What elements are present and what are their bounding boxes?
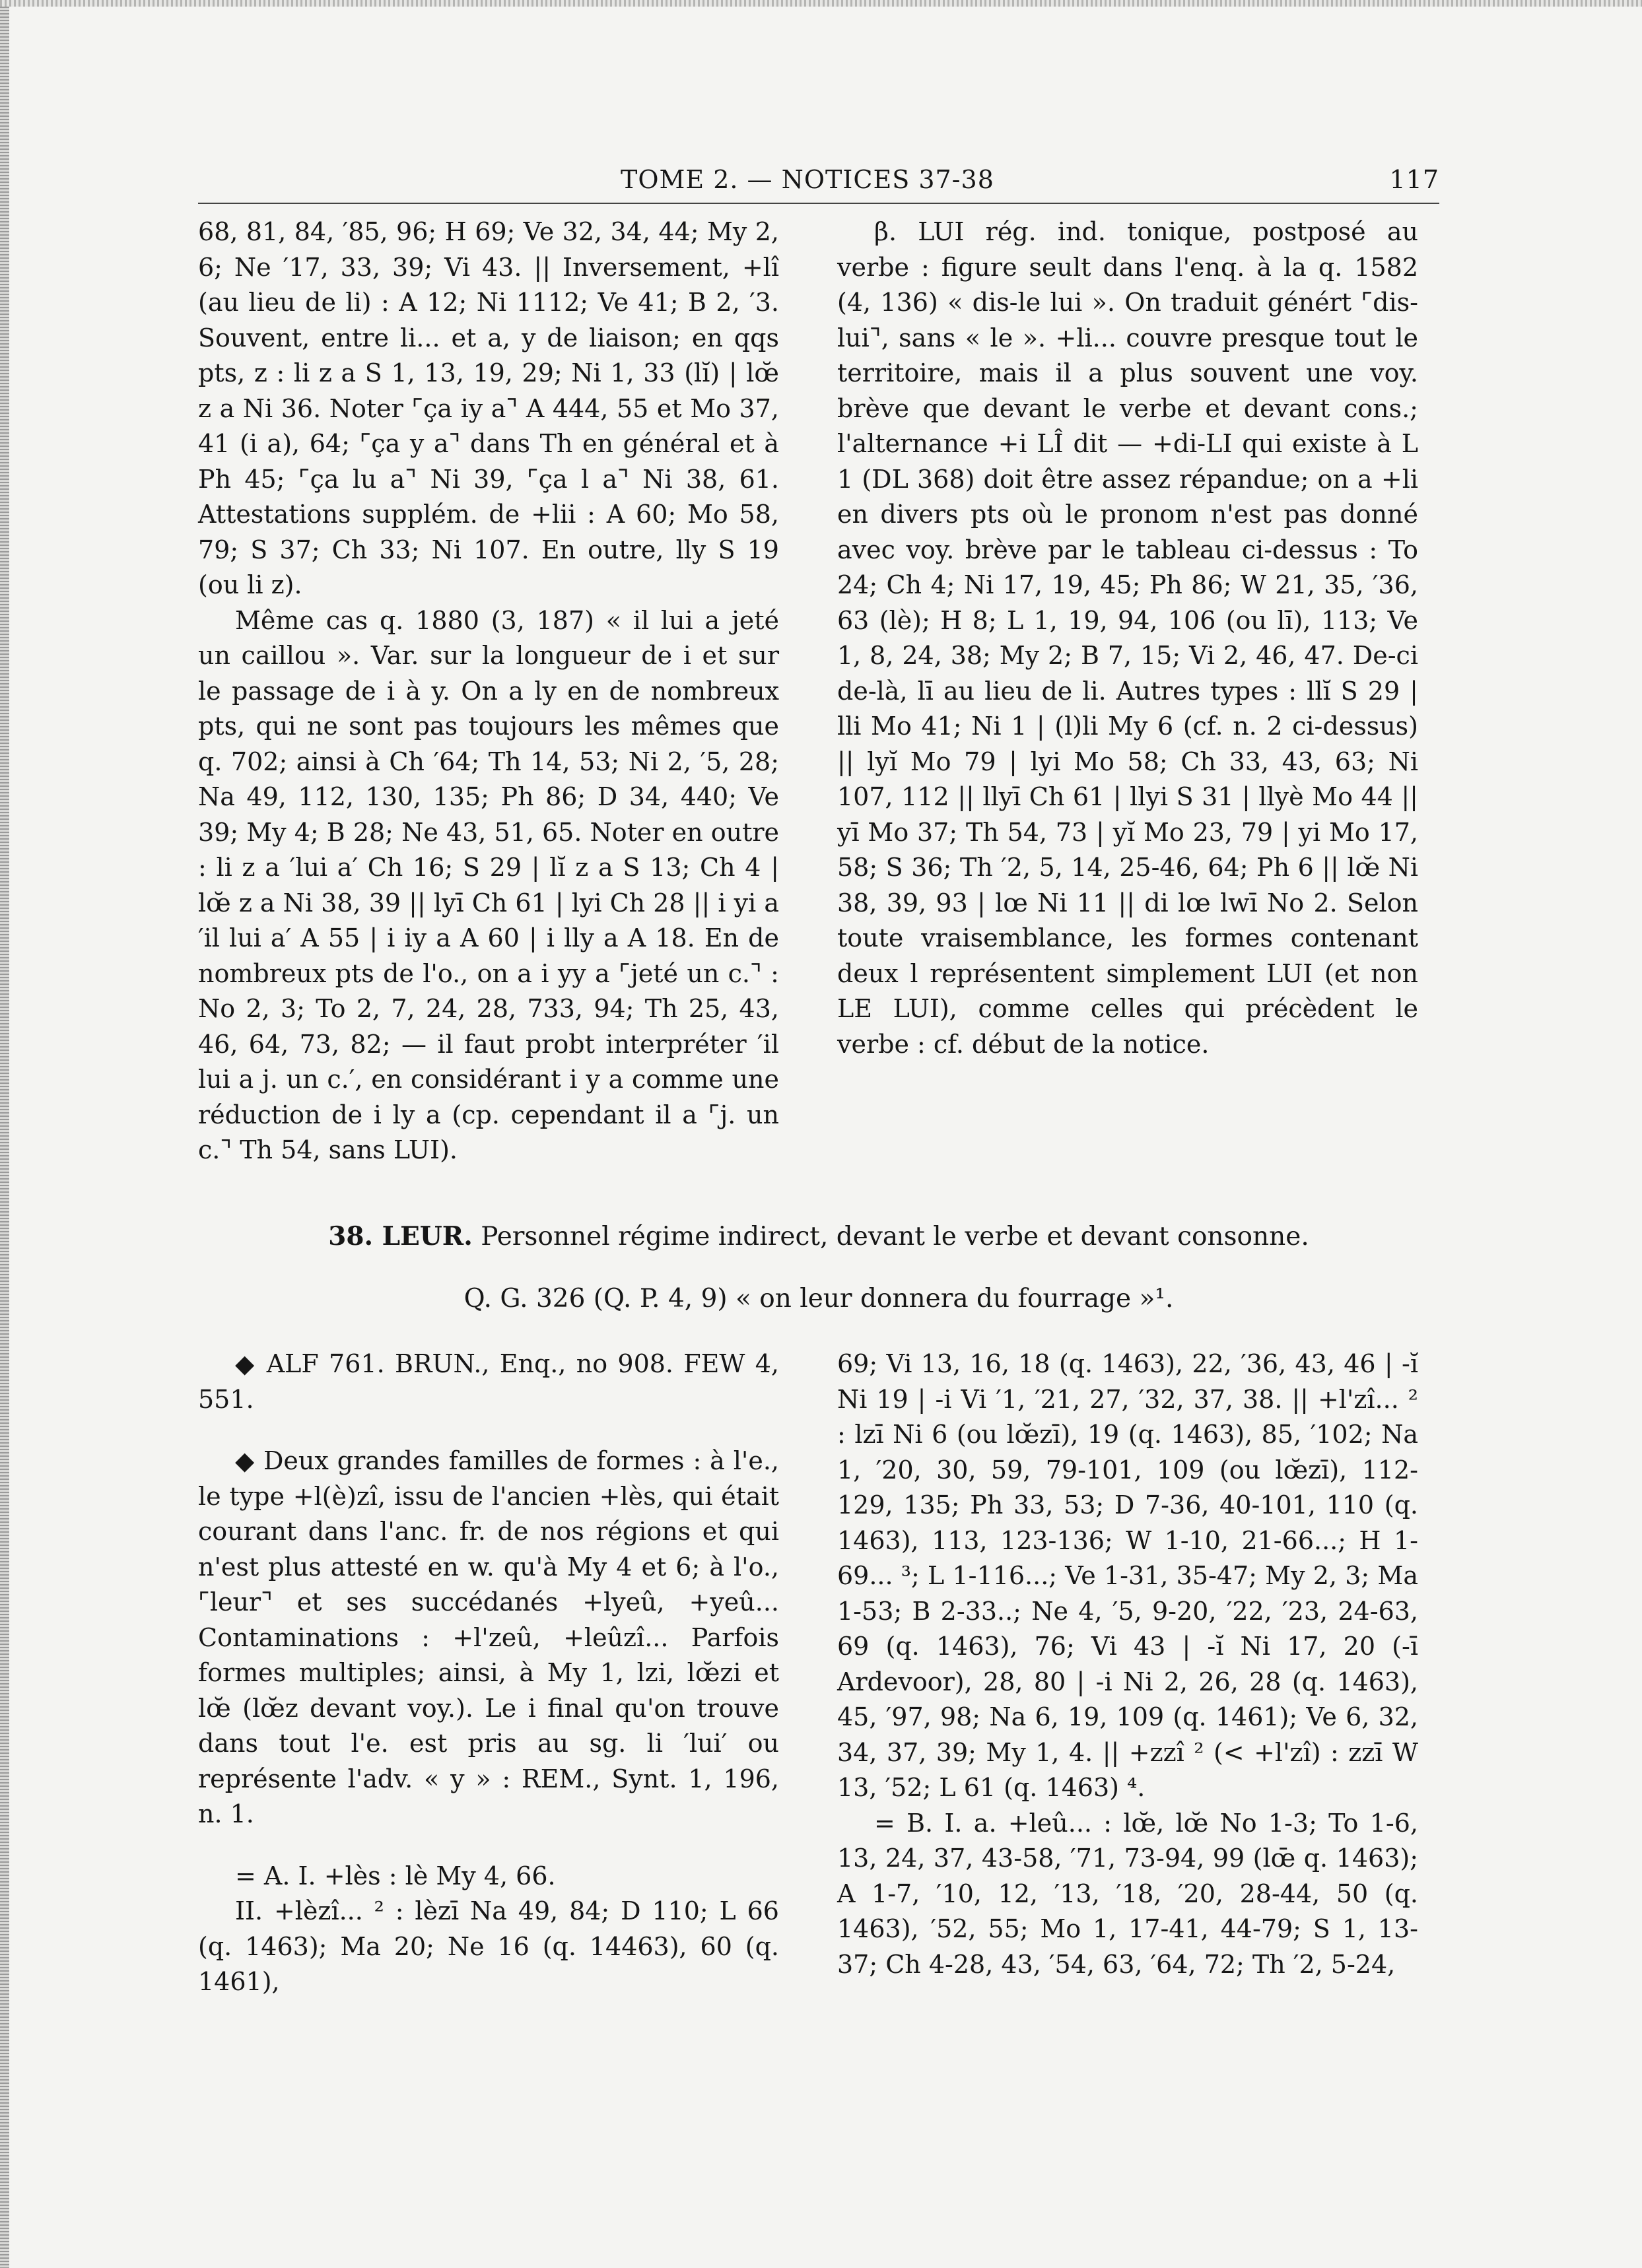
- right-column-notice-37: [837, 215, 1418, 1062]
- paragraph: 68, 81, 84, ′85, 96; H 69; Ve 32, 34, 44; My 2, 6; Ne ′17, 33, 39; Vi 43. || Inversement, +lî (au lieu de li) : A 12; Ni 1112; Ve 41; B 2, ′3. Souvent, entre li... et a, y de liaison; en qqs pts, z : li z a S 1, 13, 19, 29; Ni 1, 33 (lĭ) | lœ̆ z a Ni 36. Noter ⌜ça iy a⌝ A 444, 55 et Mo 37, 41 (i a), 64; ⌜ça y a⌝ dans Th en général et à Ph 45; ⌜ça lu a⌝ Ni 39, ⌜ça l a⌝ Ni 38, 61. Attestations supplém. de +lii : A 60; Mo 58, 79; S 37; Ch 33; Ni 107. En outre, lly S 19 (ou li z).: [198, 217, 779, 599]
- running-title: TOME 2. — NOTICES 37-38: [621, 165, 994, 194]
- notice-heading: [198, 1221, 1439, 1251]
- paragraph: Même cas q. 1880 (3, 187) « il lui a jeté un caillou ». Var. sur la longueur de i et sur le passage de i à y. On a ly en de nombreux pts, qui ne sont pas toujours les mêmes que q. 702; ainsi à Ch ′64; Th 14, 53; Ni 2, ′5, 28; Na 49, 112, 130, 135; Ph 86; D 34, 440; Ve 39; My 4; B 28; Ne 43, 51, 65. Noter en outre : li z a ′lui a′ Ch 16; S 29 | lĭ z a S 13; Ch 4 | lœ̆ z a Ni 38, 39 || lyī Ch 61 | lyi Ch 28 || i yi a ′il lui a′ A 55 | i iy a A 60 | i lly a A 18. En de nombreux pts de l'o., on a i yy a ⌜jeté un c.⌝ : No 2, 3; To 2, 7, 24, 28, 733, 94; Th 25, 43, 46, 64, 73, 82; — il faut probt interpréter ′il lui a j. un c.′, en considérant i y a comme une réduction de i ly a (cp. cependant il a ⌜j. un c.⌝ Th 54, sans LUI).: [198, 605, 779, 1164]
- page-number: 117: [1389, 165, 1439, 194]
- paragraph: = A. I. +lès : lè My 4, 66.: [235, 1861, 556, 1890]
- paragraph: ◆ ALF 761. BRUN., Enq., no 908. FEW 4, 551.: [198, 1349, 779, 1414]
- notice-question: Q. G. 326 (Q. P. 4, 9) « on leur donnera du fourrage »¹.: [463, 1284, 1174, 1314]
- notice-number: 38. LEUR.: [328, 1221, 473, 1251]
- paragraph: 69; Vi 13, 16, 18 (q. 1463), 22, ′36, 43, 46 | -ĭ Ni 19 | -i Vi ′1, ′21, 27, ′32, 37, 38. || +l'zî... ² : lzī Ni 6 (ou lœ̆zī), 19 (q. 1463), 85, ′102; Na 1, ′20, 30, 59, 79-101, 109 (ou lœ̆zī), 112-129, 135; Ph 33, 53; D 7-36, 40-101, 110 (q. 1463), 113, 123-136; W 1-10, 21-66...; H 1-69... ³; L 1-116...; Ve 1-31, 35-47; My 2, 3; Ma 1-53; B 2-33..; Ne 4, ′5, 9-20, ′22, ′23, 24-63, 69 (q. 1463), 76; Vi 43 | -ĭ Ni 17, 20 (-ī Ardevoor), 28, 80 | -i Ni 2, 26, 28 (q. 1463), 45, ′97, 98; Na 6, 19, 109 (q. 1461); Ve 6, 32, 34, 37, 39; My 1, 4. || +zzî ² (< +l'zî) : zzī W 13, ′52; L 61 (q. 1463) ⁴.: [837, 1349, 1418, 1802]
- left-column-notice-38: [198, 1347, 779, 2000]
- notice-title: Personnel régime indirect, devant le verbe et devant consonne.: [481, 1222, 1309, 1251]
- paragraph: ◆ Deux grandes familles de formes : à l'e., le type +l(è)zî, issu de l'ancien +lès, qui était courant dans l'anc. fr. de nos régions et qui n'est plus attesté en w. qu'à My 4 et 6; à l'o., ⌜leur⌝ et ses succédanés +lyeû, +yeû... Contaminations : +l'zeû, +leûzî... Parfois formes multiples; ainsi, à My 1, lzi, lœ̆zi et lœ̆ (lœ̆z devant voy.). Le i final qu'on trouve dans tout l'e. est pris au sg. li ′lui′ ou représente l'adv. « y » : REM., Synt. 1, 196, n. 1.: [198, 1446, 779, 1828]
- running-head: [198, 162, 1439, 201]
- paragraph: II. +lèzî... ² : lèzī Na 49, 84; D 110; L 66 (q. 1463); Ma 20; Ne 16 (q. 14463), 60 (q. 1461),: [198, 1896, 779, 1996]
- paragraph: = B. I. a. +leû... : lœ̆, lœ̆ No 1-3; To 1-6, 13, 24, 37, 43-58, ′71, 73-94, 99 (lœ̄ q. 1463); A 1-7, ′10, 12, ′13, ′18, ′20, 28-44, 50 (q. 1463), ′52, 55; Mo 1, 17-41, 44-79; S 1, 13-37; Ch 4-28, 43, ′54, 63, ′64, 72; Th ′2, 5-24,: [837, 1808, 1418, 1979]
- left-column-notice-37: [198, 215, 779, 1168]
- paragraph: β. LUI rég. ind. tonique, postposé au verbe : figure seult dans l'enq. à la q. 1582 (4, 136) « dis-le lui ». On traduit génért ⌜dis-lui⌝, sans « le ». +li... couvre presque tout le territoire, mais il a plus souvent une voy. brève que devant le verbe et devant cons.; l'alternance +i LÎ dit — +di-LI qui existe à L 1 (DL 368) doit être assez répandue; on a +li en divers pts où le pronom n'est pas donné avec voy. brève par le tableau ci-dessus : To 24; Ch 4; Ni 17, 19, 45; Ph 86; W 21, 35, ′36, 63 (lè); H 8; L 1, 19, 94, 106 (ou lī), 113; Ve 1, 8, 24, 38; My 2; B 7, 15; Vi 2, 46, 47. De-ci de-là, lī au lieu de li. Autres types : llĭ S 29 | lli Mo 41; Ni 1 | (l)li My 6 (cf. n. 2 ci-dessus) || lyĭ Mo 79 | lyi Mo 58; Ch 33, 43, 63; Ni 107, 112 || llyī Ch 61 | llyi S 31 | llyè Mo 44 || yī Mo 37; Th 54, 73 | yĭ Mo 23, 79 | yi Mo 17, 58; S 36; Th ′2, 5, 14, 25-46, 64; Ph 6 || lœ̆ Ni 38, 39, 93 | lœ Ni 11 || di lœ lwī No 2. Selon toute vraisemblance, les formes contenant deux l représentent simplement LUI (et non LE LUI), comme celles qui précèdent le verbe : cf. début de la notice.: [837, 217, 1418, 1059]
- right-column-notice-38: [837, 1347, 1418, 1982]
- header-rule: [198, 203, 1439, 204]
